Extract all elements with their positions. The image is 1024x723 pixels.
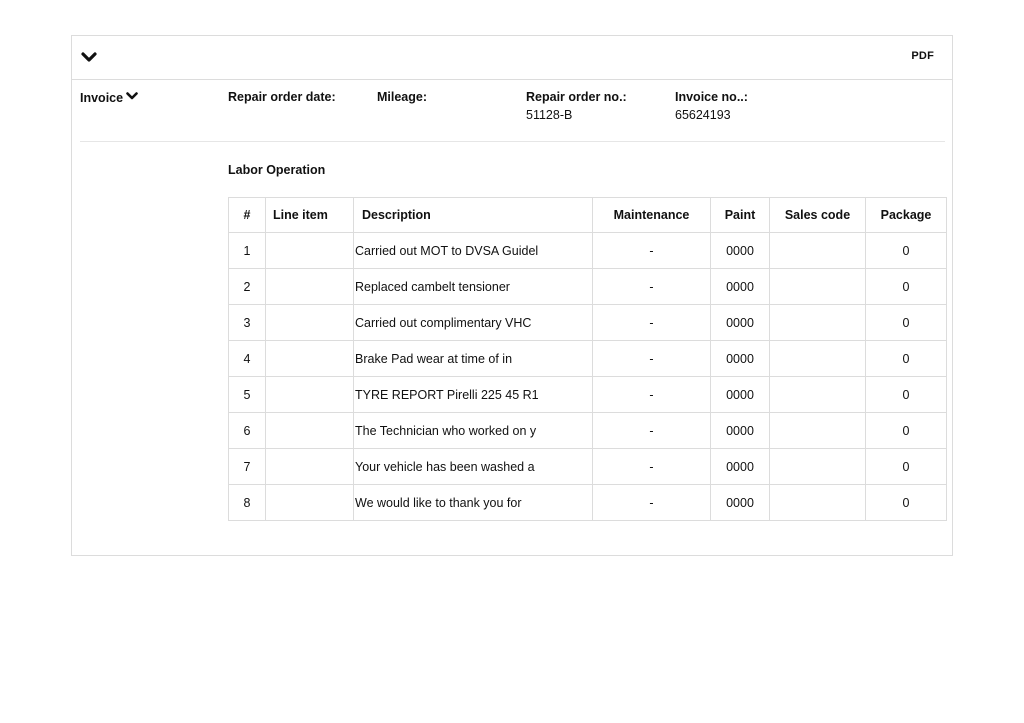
chevron-down-icon[interactable] — [81, 49, 97, 65]
cell-line-item — [266, 413, 354, 449]
repair-order-date-field — [228, 90, 336, 108]
chevron-down-icon — [126, 90, 138, 105]
cell-sales-code — [770, 413, 866, 449]
cell-line-item — [266, 341, 354, 377]
column-header-paint: Paint — [711, 198, 770, 233]
invoice-card — [71, 35, 953, 556]
table-row — [229, 269, 947, 305]
table-row — [229, 233, 947, 269]
cell-paint: 0000 — [711, 449, 770, 485]
table-row — [229, 341, 947, 377]
cell-sales-code — [770, 269, 866, 305]
column-header-line-item: Line item — [266, 198, 354, 233]
repair-order-date-label: Repair order date: — [228, 90, 336, 104]
cell-sales-code — [770, 449, 866, 485]
invoice-summary — [72, 80, 952, 142]
cell-num: 2 — [229, 269, 266, 305]
invoice-label: Invoice — [80, 90, 124, 105]
invoice-no-label: Invoice no..: — [675, 90, 748, 104]
table-row — [229, 413, 947, 449]
cell-description: The Technician who worked on y — [354, 413, 593, 449]
cell-description: Brake Pad wear at time of in — [354, 341, 593, 377]
cell-line-item — [266, 485, 354, 521]
card-header — [72, 36, 952, 80]
cell-description: Replaced cambelt tensioner — [354, 269, 593, 305]
cell-package: 0 — [866, 305, 947, 341]
cell-maintenance: - — [593, 233, 711, 269]
cell-num: 5 — [229, 377, 266, 413]
cell-num: 4 — [229, 341, 266, 377]
invoice-no-value: 65624193 — [675, 108, 731, 122]
mileage-field — [377, 90, 427, 108]
cell-paint: 0000 — [711, 485, 770, 521]
cell-maintenance: - — [593, 341, 711, 377]
cell-description: Your vehicle has been washed a — [354, 449, 593, 485]
cell-num: 3 — [229, 305, 266, 341]
table-row — [229, 305, 947, 341]
cell-sales-code — [770, 233, 866, 269]
cell-line-item — [266, 269, 354, 305]
cell-maintenance: - — [593, 413, 711, 449]
cell-package: 0 — [866, 233, 947, 269]
labor-operation-table — [228, 197, 947, 521]
cell-line-item — [266, 233, 354, 269]
cell-num: 7 — [229, 449, 266, 485]
cell-maintenance: - — [593, 305, 711, 341]
cell-paint: 0000 — [711, 341, 770, 377]
column-header-sales-code: Sales code — [770, 198, 866, 233]
pdf-button[interactable]: PDF — [911, 50, 934, 62]
cell-package: 0 — [866, 269, 947, 305]
cell-num: 6 — [229, 413, 266, 449]
invoice-toggle[interactable] — [80, 90, 138, 105]
cell-package: 0 — [866, 449, 947, 485]
cell-maintenance: - — [593, 269, 711, 305]
cell-sales-code — [770, 377, 866, 413]
repair-order-no-value: 51128-B — [526, 108, 573, 122]
cell-line-item — [266, 449, 354, 485]
cell-num: 1 — [229, 233, 266, 269]
mileage-label: Mileage: — [377, 90, 428, 104]
cell-description: TYRE REPORT Pirelli 225 45 R1 — [354, 377, 593, 413]
cell-num: 8 — [229, 485, 266, 521]
cell-sales-code — [770, 305, 866, 341]
column-header-package: Package — [866, 198, 947, 233]
cell-line-item — [266, 377, 354, 413]
repair-order-no-label: Repair order no.: — [526, 90, 627, 104]
cell-sales-code — [770, 485, 866, 521]
table-row — [229, 485, 947, 521]
cell-paint: 0000 — [711, 305, 770, 341]
cell-sales-code — [770, 341, 866, 377]
cell-line-item — [266, 305, 354, 341]
cell-paint: 0000 — [711, 413, 770, 449]
cell-maintenance: - — [593, 485, 711, 521]
cell-description: Carried out MOT to DVSA Guidel — [354, 233, 593, 269]
cell-maintenance: - — [593, 449, 711, 485]
cell-package: 0 — [866, 377, 947, 413]
cell-paint: 0000 — [711, 377, 770, 413]
cell-description: Carried out complimentary VHC — [354, 305, 593, 341]
cell-paint: 0000 — [711, 233, 770, 269]
table-row — [229, 449, 947, 485]
table-row — [229, 377, 947, 413]
cell-package: 0 — [866, 341, 947, 377]
repair-order-no-field — [526, 90, 627, 122]
labor-operation-title: Labor Operation — [228, 163, 326, 177]
cell-maintenance: - — [593, 377, 711, 413]
column-header-description: Description — [354, 198, 593, 233]
cell-package: 0 — [866, 413, 947, 449]
section-divider — [80, 141, 945, 142]
column-header-maintenance: Maintenance — [593, 198, 711, 233]
table-header-row — [229, 198, 947, 233]
cell-description: We would like to thank you for — [354, 485, 593, 521]
column-header-num: # — [229, 198, 266, 233]
cell-package: 0 — [866, 485, 947, 521]
invoice-no-field — [675, 90, 748, 122]
cell-paint: 0000 — [711, 269, 770, 305]
